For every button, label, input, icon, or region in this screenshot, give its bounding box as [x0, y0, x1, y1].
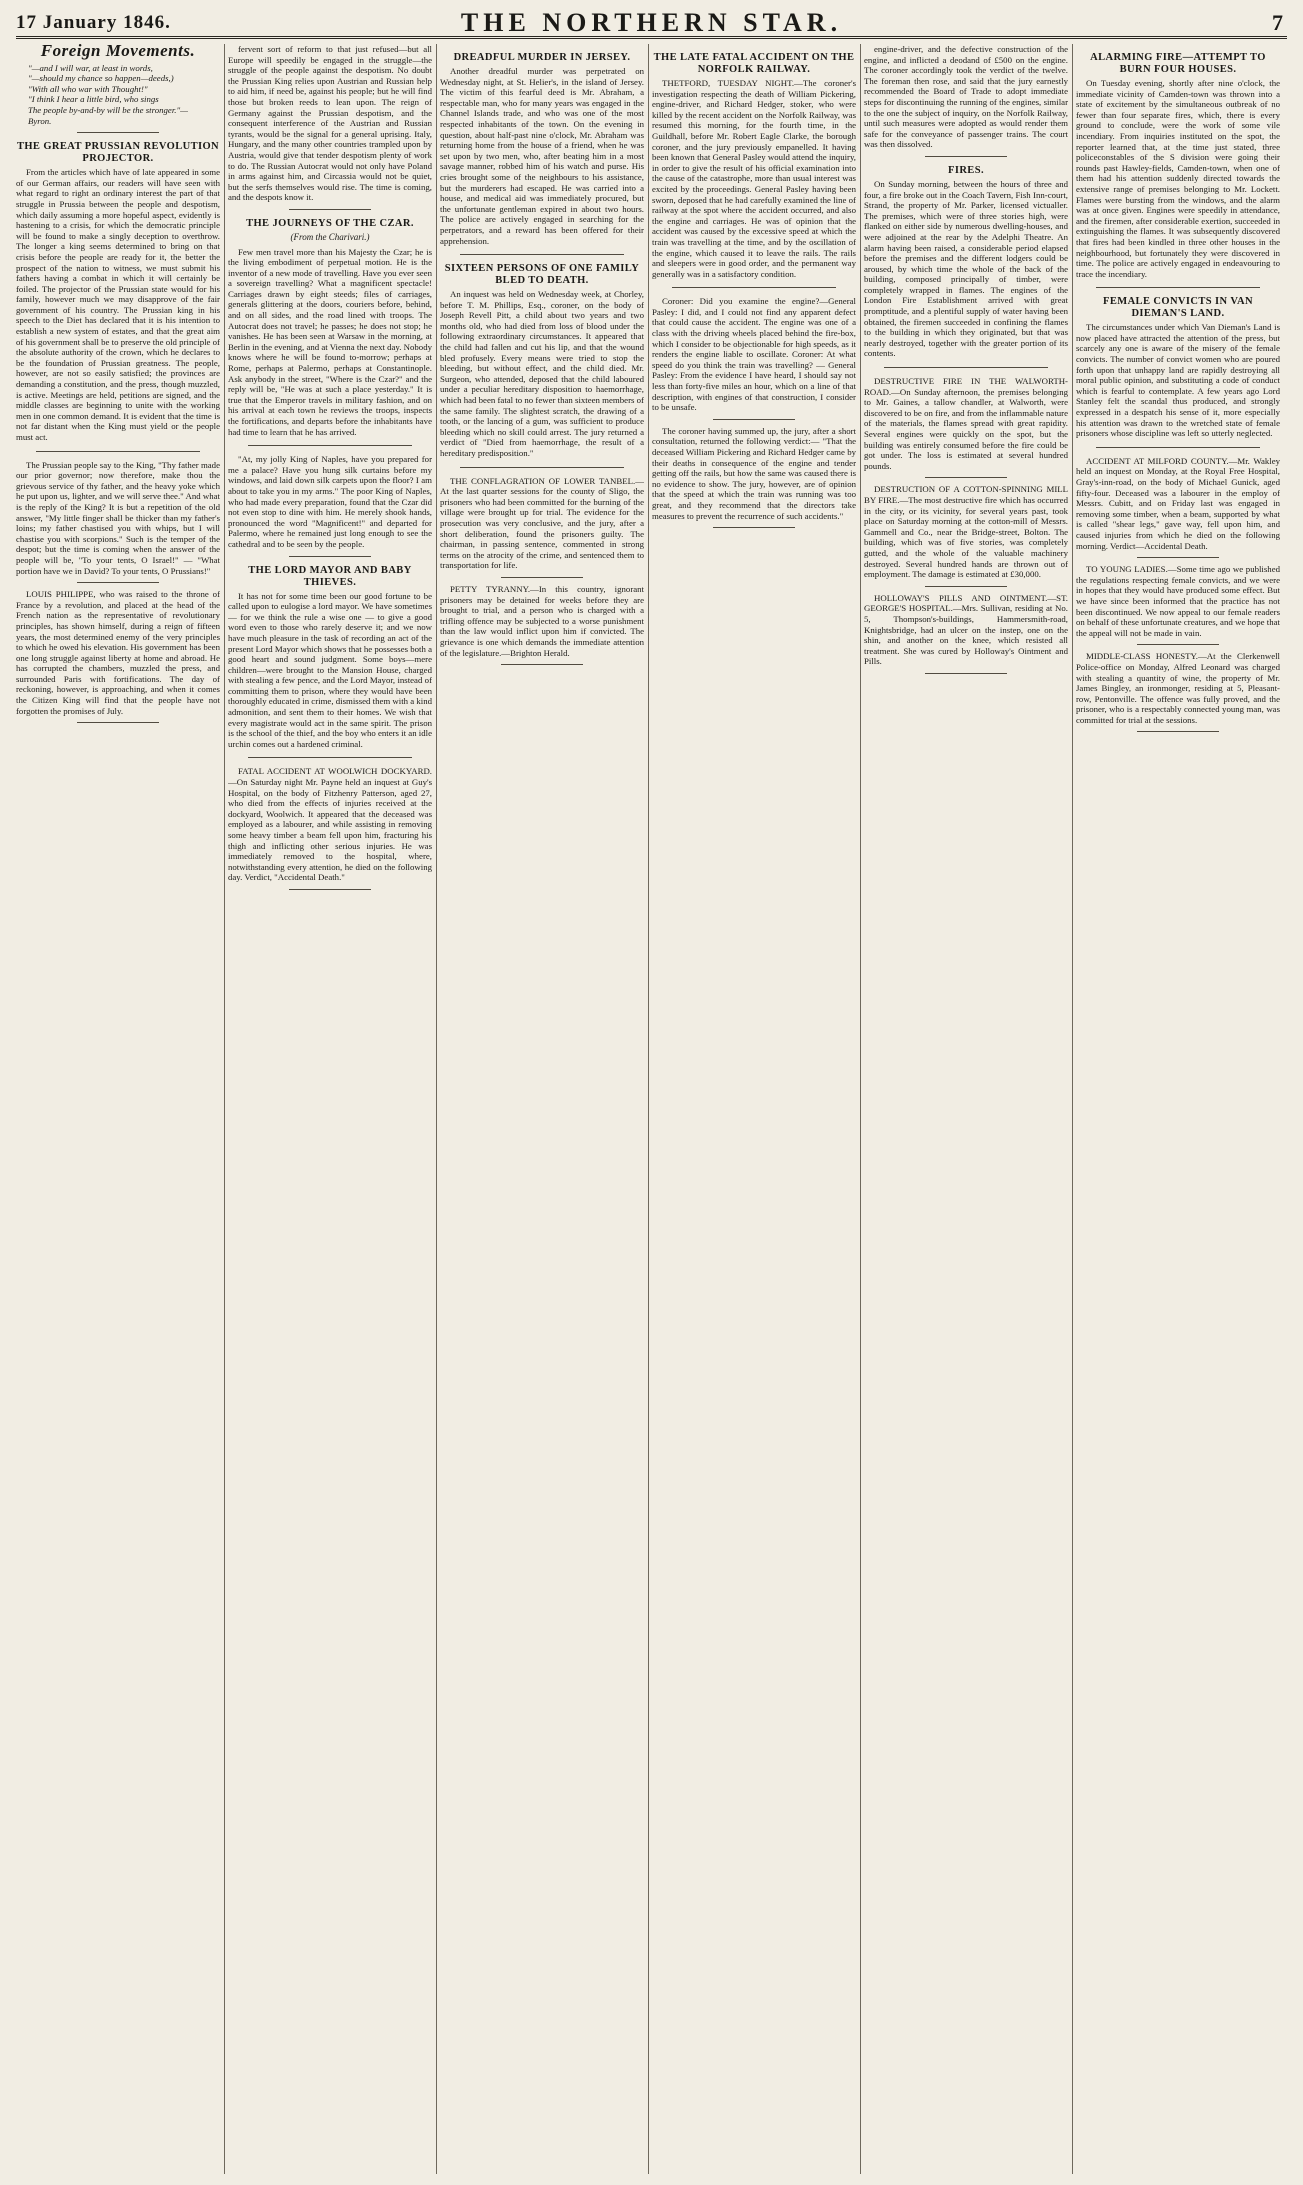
divider [925, 586, 1007, 587]
article-body: THE CONFLAGRATION OF LOWER TANBEL.—At the last quarter sessions for the county of Sligo, the prisoners who had been committed for the burning of the village were brought up for trial. The evidence for the prosecution was very conclusive, and the jury, after a short deliberation, found the prisoners guilty. The chairman, in passing sentence, commented in strong terms on the atrocity of the crime, and sentenced them to transportation for life. [440, 475, 644, 571]
newspaper-title: THE NORTHERN STAR. [460, 8, 843, 37]
article-heading: SIXTEEN PERSONS OF ONE FAMILY BLED TO DEATH. [444, 263, 640, 287]
divider [1137, 644, 1219, 645]
article-body: DESTRUCTIVE FIRE IN THE WALWORTH-ROAD.—On Sunday afternoon, the premises belonging to Mr. Gaines, a tallow chandler, at Walworth, were discovered to be on fire, and from the inflammable nature of the materials, the flames spread with great rapidity. Several engines were quickly on the spot, but the building was entirely consumed before the fire could be got under. The loss is estimated at several hundred pounds. [864, 376, 1068, 471]
article-body: ACCIDENT AT MILFORD COUNTY.—Mr. Wakley held an inquest on Monday, at the Royal Free Hospital, Gray's-inn-road, on the body of Michael Gunick, aged fifty-four. Deceased was a labourer in the employ of Messrs. Cubitt, and on Friday last was engaged in removing some timber, when a beam, supported by what is called "shear legs," gave way, fell upon him, and caused injuries from which he died on the following morning. Verdict—Accidental Death. [1076, 455, 1280, 551]
column-1 [16, 44, 220, 2174]
article-body: FATAL ACCIDENT AT WOOLWICH DOCKYARD.—On Saturday night Mr. Payne held an inquest at Guy's Hospital, on the body of Fitzhenry Patterson, aged 27, who died from the effects of injuries received at the dockyard, Woolwich. It appeared that the deceased was employed as a labourer, and while assisting in removing some heavy timber a beam fell upon him, fracturing his thigh and inflicting other serious injuries. He was immediately removed to the hospital, where, notwithstanding every attention, he died on the following day. Verdict, "Accidental Death." [228, 766, 432, 883]
divider [460, 254, 623, 255]
article-body: The coroner having summed up, the jury, after a short consultation, returned the following verdict:— "That the deceased William Pickering and Richard Hedger came by their deaths in consequence of the engine and tender getting off the rails, but how the same was caused there is no evidence to show. The jury, however, are of opinion that the speed at which the train was running was too great, and they recommend that the directors take measures to prevent the recurrence of such accidents." [652, 425, 856, 521]
divider [460, 467, 623, 468]
divider [672, 287, 835, 288]
article-body: The Prussian people say to the King, "Thy father made our prior governor; now therefore, make thou the grievous service of thy father, and the heavy yoke which he put upon us, lighter, and we will serve thee." And what is the reply of the King? It is but a repetition of the old answer, "My little finger shall be thicker than my father's loins; my father chastised you with whips, but I will chastise you with scorpions." Such is the temper of the despot; but the time is coming when the answer of the people will be, "To your tents, O Israel!" — "What portion have we in David? To your tents, O Prussians!" [16, 459, 220, 576]
column-rule [224, 44, 225, 2174]
article-body: It has not for some time been our good fortune to be called upon to eulogise a lord mayor. We have sometimes — for we think the rule a wise one — to give a good word even to those who rarely deserve it; and we now have much pleasure in the task of recording an act of the present Lord Mayor which shows that he possesses both a good heart and sound judgment. Some boys—mere children—were brought to the Mansion House, charged with stealing a few pence, and the Lord Mayor, instead of committing them to prison, where they would have been thoroughly educated in crime, dismissed them with a kind admonition, and sent them to their homes. We wish that every magistrate would act in the same spirit. The prison is the school of the thief, and the boy who enters it an idle urchin comes out a hardened criminal. [228, 590, 432, 749]
divider [501, 664, 583, 665]
article-heading: THE GREAT PRUSSIAN REVOLUTION PROJECTOR. [16, 141, 220, 165]
article-body: fervent sort of reform to that just refused—but all Europe will speedily be engaged in the struggle—the struggle of the people against the despotism. No doubt the Prussian King relies upon Austrian and Russian help to aid him, if need be, against his people; but he will find those but broken reeds to lean upon. The reign of Germany against the Prussian despotism, and the consequent interference of the Austrian and Russian tyrants, would be the signal for a general uprising. Italy, Hungary, and the many other countries trampled upon by Austria, would give that tender despotism plenty of work to do. The Russian Autocrat would not only have Poland in arms against him, and Circassia would not be quiet, but the serfs themselves would rise. The time is coming, and the despots know it. [228, 44, 432, 203]
issue-date: 17 January 1846. [16, 12, 171, 33]
article-body: An inquest was held on Wednesday week, at Chorley, before T. M. Phillips, Esq., coroner, on the body of Joseph Revell Pitt, a child about two years and two months old, who had died from loss of blood under the following extraordinary circumstances. It appeared that the child had fallen and cut his lip, and that the wound bled profusely. Every means were tried to stop the bleeding, but without effect, and the child died. Mr. Surgeon, who attended, deposed that the child laboured under a peculiar hereditary disposition to haemorrhage, which had been fatal to no fewer than sixteen members of the same family. The slightest scratch, the drawing of a tooth, or the lancing of a gum, was sufficient to produce bleeding which no skill could arrest. The jury returned a verdict of "Died from haemorrhage, the result of a hereditary predisposition." [440, 289, 644, 458]
column-2 [228, 44, 432, 2174]
divider [925, 156, 1007, 157]
article-body: From the articles which have of late appeared in some of our German affairs, our readers will have seen with what regard to right an ordinary interest the part of that struggle in Prussia between the people and despotism, which daily assuming a more hopeful aspect, evidently is hastening to a crisis, for which the democratic principle will be found to make a singly deception to overthrow. The longer a king seems determined to bring on that crisis before the people are ready for it, the better the prospect of the nation to witness, we must submit his fathers having a combat in which it will certainly be foiled. The projector of the Prussian state would for his family, however much we may disapprove of the fair government of his country. The Prussian king in his speech to the Diet has declared that it is his intention to establish a new system of estates, and that the great aim of his government shall be to preserve the old principle of the absolute authority of the crown, which he declares to be the foundation of Prussian greatness. The people, however, are not so easily satisfied; the provinces are demanding a constitution, and the press, though muzzled, is active. Meetings are held, petitions are signed, and the middle classes are beginning to unite with the working men in one common demand. It is evident that the time is not far distant when the King must yield or the people must act. [16, 167, 220, 442]
divider [925, 673, 1007, 674]
article-body: On Tuesday evening, shortly after nine o'clock, the immediate vicinity of Camden-town was thrown into a state of excitement by the simultaneous outbreak of no fewer than four separate fires, which, there is every ground to conclude, were the work of some vile incendiary. From inquiries instituted on the spot, the reporter learned that, at the time just stated, three policeconstables of the S division were going their rounds past Hawley-fields, Camden-town, when one of them had his attention suddenly directed towards the extensive range of premises belonging to Mr. Lockett. Flames were bursting from the windows, and the alarm was at once given. Engines were speedily in attendance, and the firemen, after considerable exertion, succeeded in extinguishing the flames. It was subsequently discovered that fires had been kindled in three other houses in the neighbourhood, but fortunately they were discovered in time. The police are actively engaged in endeavouring to trace the incendiary. [1076, 78, 1280, 279]
divider [713, 419, 795, 420]
column-3 [440, 44, 644, 2174]
divider [289, 209, 371, 210]
page-number: 7 [1272, 10, 1283, 35]
article-body: PETTY TYRANNY.—In this country, ignorant prisoners may be detained for weeks before they are brought to trial, and a person who is charged with a trifling offence may be subjected to a worse punishment than the law would inflict upon him if convicted. The grievance is one which demands the immediate attention of the legislature.—Brighton Herald. [440, 583, 644, 658]
divider [77, 722, 159, 723]
column-rule [648, 44, 649, 2174]
column-5 [864, 44, 1068, 2174]
divider [248, 445, 411, 446]
divider [77, 582, 159, 583]
article-body: Another dreadful murder was perpetrated on Wednesday night, at St. Helier's, in the island of Jersey. The victim of this fearful deed is Mr. Abraham, a respectable man, who for many years was engaged in the Channel Islands trade, and who was one of the most respected inhabitants of the town. On the evening in question, about half-past nine o'clock, Mr. Abraham was returning home from the house of a friend, when he was set upon by two men, who, after beating him in a most savage manner, robbed him of his watch and purse. His cries brought some of the neighbours to his assistance, but the murderers had escaped. He was carried into a house, and medical aid was immediately procured, but the unfortunate gentleman expired in about two hours. The police are actively engaged in searching for the perpetrators, and a reward has been offered for their apprehension. [440, 66, 644, 246]
divider [1137, 731, 1219, 732]
divider [77, 132, 159, 133]
article-body: THETFORD, TUESDAY NIGHT.—The coroner's investigation respecting the death of William Pickering, engine-driver, and Richard Hedger, stoker, who were killed by the recent accident on the Norfolk Railway, was resumed this morning, for the fourth time, in the Guildhall, before Mr. Robert Eagle Clarke, the borough coroner, and the jury previously empanelled. It having been known that General Pasley would attend the inquiry, in order to give the result of his official examination into the cause of the catastrophe, more than usual interest was excited by the proceedings. General Pasley having been sworn, deposed that he had carefully examined the line of railway at the spot where the accident occurred, and also the engine and carriages. He was of opinion that the accident was caused by the excessive speed at which the train was travelling at the time, and by the oscillation of the engine, which caused it to leave the rails. The rails and sleepers were in good order, and the permanent way generally was in a satisfactory condition. [652, 78, 856, 279]
column-rule [1072, 44, 1073, 2174]
article-body: engine-driver, and the defective construction of the engine, and inflicted a deodand of £500 on the engine. The coroner accordingly took the verdict of the twelve. The foreman then rose, and said that the jury earnestly recommended the Board of Trade to adopt immediate steps for discontinuing the running of the engines, similar to the one the subject of inquiry, on the Norfolk Railway, until such measures were adopted as would render them safe for the conveyance of passenger trains. The court was then dissolved. [864, 44, 1068, 150]
article-heading: THE JOURNEYS OF THE CZAR. [246, 217, 414, 229]
epigraph-verse: "—and I will war, at least in words, "—should my chance so happen—deeds,) "With all who war with Thought!" "I think I hear a little bird, who sings The people by-and-by will be the stronger."—Byron. [28, 62, 188, 126]
divider [289, 556, 371, 557]
article-body: LOUIS PHILIPPE, who was raised to the throne of France by a revolution, and placed at the head of the French nation as the representative of revolutionary principles, has shown himself, during a reign of fifteen years, the most determined enemy of the very principles to which he owed his elevation. His government has been one long struggle against liberty at home and abroad. He has corrupted the chambers, muzzled the press, and surrounded Paris with fortifications. The day of reckoning, however, is approaching, and when it comes the Citizen King will find that the people have not forgotten the promises of July. [16, 589, 220, 716]
article-body: The circumstances under which Van Dieman's Land is now placed have attracted the attention of the press, but scarcely any one is aware of the misery of the female convicts. The number of convict women who are poured forth upon that unhappy land are rapidly destroying all moral public opinion, and substituting a code of conduct which is fearful to contemplate. A few years ago Lord Stanley felt the scandal thus produced, and strongly expressed in a despatch his sense of it, more especially his attention was drawn to the wretched state of female prisoners whose discipline was left so utterly neglected. [1076, 322, 1280, 439]
column-rule [436, 44, 437, 2174]
article-body: Coroner: Did you examine the engine?—General Pasley: I did, and I could not find any apparent defect that could cause the accident. The engine was one of a class with the driving wheels placed behind the fire-box, which I consider to be objectionable for high speeds, as it renders the engine liable to oscillate. Coroner: At what speed do you think the train was travelling? — General Pasley: From the evidence I have heard, I should say not less than forty-five miles an hour, which on a line of that description, with engines of that construction, I consider to be unsafe. [652, 296, 856, 413]
column-6 [1076, 44, 1280, 2174]
article-subheading: (From the Charivari.) [290, 231, 370, 242]
divider [925, 477, 1007, 478]
article-body: On Sunday morning, between the hours of three and four, a fire broke out in the Coach Tavern, Fish Inn-court, Strand, the property of Mr. Parker, licensed victualler. The premises, which were of three stories high, were flanked on either side by numerous dwelling-houses, and were adjoined at the rear by the Adelphi Theatre. An alarm having been raised, a considerable period elapsed before the premises and the different lodgers could be aroused, by which time the whole of the back of the building, composed principally of timber, were completely wrapped in flames. The engines of the London Fire Establishment arrived with great promptitude, and a plentiful supply of water having been obtained, the firemen succeeded in confining the flames to the building in which they originated, but that was nearly destroyed, together with the greater portion of its contents. [864, 178, 1068, 359]
column-rule [860, 44, 861, 2174]
divider [289, 889, 371, 890]
divider [1096, 287, 1259, 288]
article-heading: THE LATE FATAL ACCIDENT ON THE NORFOLK RAILWAY. [653, 52, 855, 75]
article-heading: ALARMING FIRE—ATTEMPT TO BURN FOUR HOUSES. [1090, 52, 1266, 75]
article-heading: DREADFUL MURDER IN JERSEY. [453, 52, 631, 63]
section-title: Foreign Movements. [40, 44, 196, 60]
divider [1096, 447, 1259, 448]
article-body: HOLLOWAY'S PILLS AND OINTMENT.—ST. GEORGE'S HOSPITAL.—Mrs. Sullivan, residing at No. 5, Thompson's-buildings, Hammersmith-road, Knightsbridge, had an ulcer on the instep, one on the shin, and another on the knee, which resisted all treatment. She was cured by Holloway's Ointment and Pills. [864, 592, 1068, 667]
column-4 [652, 44, 856, 2174]
divider [713, 527, 795, 528]
article-body: Few men travel more than his Majesty the Czar; he is the living embodiment of perpetual motion. He is the inventor of a new mode of travelling. Have you ever seen a sovereign travelling? What a magnificent spectacle! Carriages drawn by eight steeds; files of carriages, generals glittering at the doors, couriers before, behind, and on all sides, and the road lined with troops. The Autocrat does not travel; he passes; he does not stop; he vanishes. He has been seen at Warsaw in the morning, at Berlin in the evening, and at Vienna the next day. Nobody knows where he will be found to-morrow; perhaps at Rome, perhaps at Palermo, perhaps at Constantinople. Ask anybody in the street, "Where is the Czar?" and the reply will be, "He was at such a place yesterday." It is true that the Emperor travels in military fashion, and on his arrival at each town he reviews the troops, inspects the fortifications, and departs before the inhabitants have had time to learn that he has arrived. [228, 246, 432, 437]
divider [501, 577, 583, 578]
article-body: DESTRUCTION OF A COTTON-SPINNING MILL BY FIRE.—The most destructive fire which has occurred in the city, or its vicinity, for several years past, took place on Saturday morning at the cotton-mill of Messrs. Gammell and Co., near the Bridge-street, Bolton. The building, which was of five stories, was completely gutted, and the whole of the valuable machinery destroyed. Several hundred hands are thrown out of employment. The damage is estimated at £30,000. [864, 484, 1068, 580]
article-heading: FIRES. [948, 164, 984, 176]
masthead [16, 6, 1287, 39]
article-body: MIDDLE-CLASS HONESTY.—At the Clerkenwell Police-office on Monday, Alfred Leonard was charged with stealing a quantity of wine, the property of Mr. James Bingley, an ironmonger, residing at 5, Pleasant-row, Pentonville. The offence was fully proved, and the prisoner, who is a respectably connected young man, was committed for trial at the sessions. [1076, 651, 1280, 725]
article-heading: THE LORD MAYOR AND BABY THIEVES. [248, 564, 412, 588]
article-body: TO YOUNG LADIES.—Some time ago we published the regulations respecting female convicts, and we were in hopes that they would have produced some effect. But we have since been informed that the practice has not been discontinued. We now appeal to our female readers on behalf of these unfortunate creatures, and we hope that the appeal will not be made in vain. [1076, 564, 1280, 638]
divider [248, 757, 411, 758]
divider [36, 451, 199, 452]
article-body: "At, my jolly King of Naples, have you prepared for me a palace? Have you hung silk curtains before my windows, and laid down silk carpets upon the floor? I am about to take you in my arms." The poor King of Naples, who had made every preparation, found that the Czar did not even stop to dine with him. He merely shook hands, pronounced the word "Magnificent!" and departed for Palermo, where he remained just long enough to see the cathedral and to be seen by the people. [228, 454, 432, 549]
divider [884, 367, 1047, 368]
divider [1137, 557, 1219, 558]
article-heading: FEMALE CONVICTS IN VAN DIEMAN'S LAND. [1103, 296, 1253, 320]
